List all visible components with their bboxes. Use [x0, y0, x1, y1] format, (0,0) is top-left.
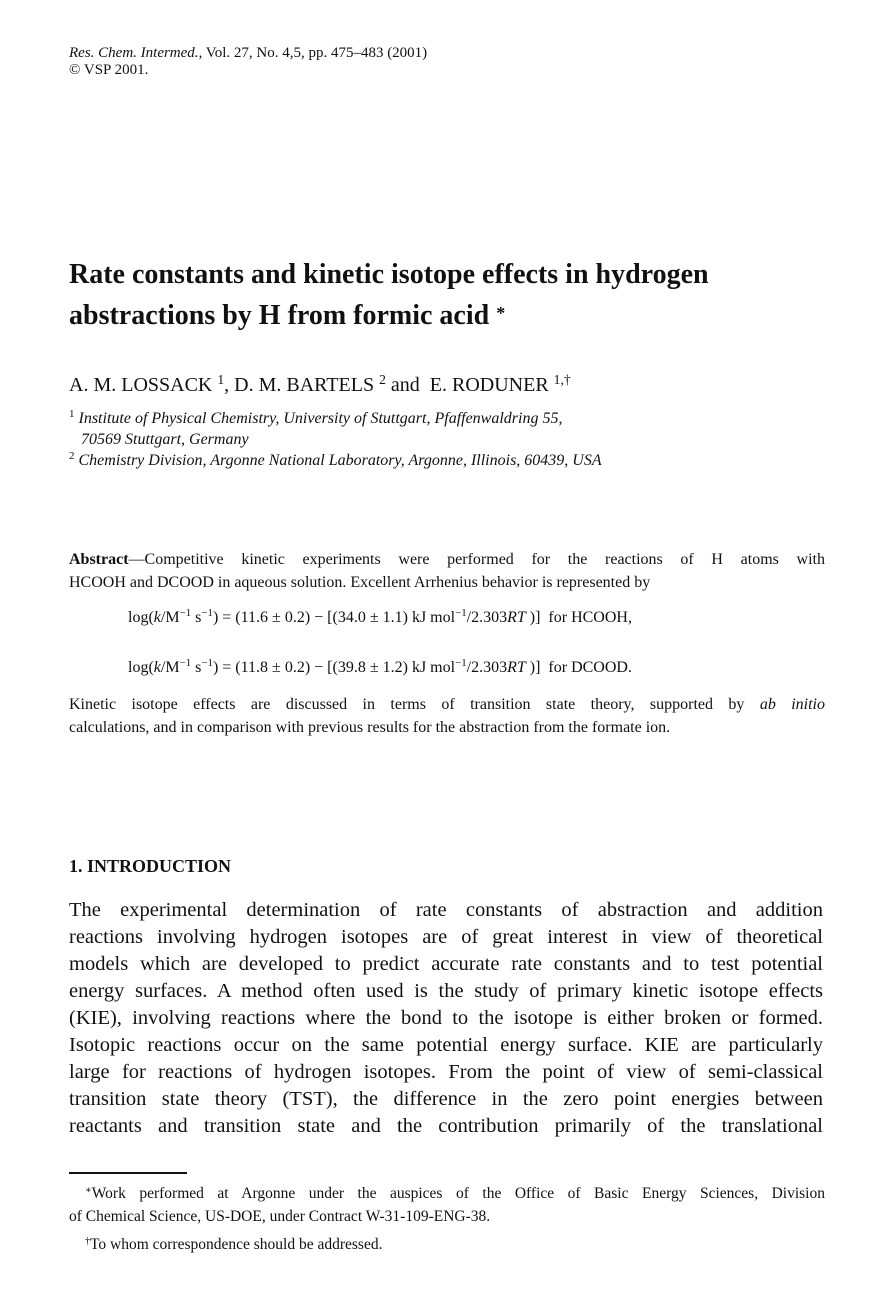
abstract-text: Kinetic isotope effects are discussed in terms of transition state theory, supported by — [69, 696, 760, 713]
eq-part: )] for HCOOH, — [525, 609, 632, 626]
abstract-line — [69, 694, 825, 716]
title-line-1: Rate constants and kinetic isotope effects in hydrogen — [69, 259, 709, 290]
body-text-line: reactions involving hydrogen isotopes are of great interest in view of theoretical — [69, 926, 823, 948]
body-text-line: models which are developed to predict accurate rate constants and to test potential — [69, 953, 823, 975]
eq-part: )] for DCOOD. — [525, 659, 632, 676]
author-list — [69, 373, 571, 397]
author-1: A. M. LOSSACK — [69, 374, 213, 396]
eq-part: /M — [160, 609, 180, 626]
eq-part: s — [191, 609, 202, 626]
footnote-2 — [85, 1234, 382, 1256]
abstract-line: calculations, and in comparison with previous results for the abstraction from the formate ion. — [69, 719, 671, 736]
eq-part: /2.303 — [466, 609, 508, 626]
footnote-divider — [69, 1172, 187, 1174]
eq-part: log( — [128, 609, 154, 626]
body-text-line: reactants and transition state and the contribution primarily of the translational — [69, 1115, 823, 1137]
title-line-2 — [69, 295, 829, 339]
author-separator: , — [224, 374, 235, 396]
body-text-line: transition state theory (TST), the difference in the zero point energies between — [69, 1088, 823, 1110]
arrhenius-equation-hcooh — [128, 607, 632, 629]
section-heading: 1. INTRODUCTION — [69, 856, 232, 876]
affiliation-1-continued: 70569 Stuttgart, Germany — [81, 431, 249, 448]
eq-variable-rt: RT — [507, 609, 526, 626]
copyright-notice: © VSP 2001. — [69, 62, 149, 78]
eq-variable-rt: RT — [507, 659, 526, 676]
footnote-1-continued: of Chemical Science, US-DOE, under Contract W-31-109-ENG-38. — [69, 1208, 491, 1225]
abstract-line: HCOOH and DCOOD in aqueous solution. Excellent Arrhenius behavior is represented by — [69, 574, 651, 591]
abstract-italic-term: ab initio — [759, 696, 825, 713]
author-3: E. RODUNER — [429, 374, 549, 396]
body-text-line: The experimental determination of rate constants of abstraction and addition — [69, 899, 823, 921]
abstract-label: Abstract — [69, 551, 129, 568]
author-1-affiliation-mark: 1 — [217, 371, 225, 387]
title-footnote-marker: * — [496, 303, 506, 323]
eq-part: s — [191, 659, 202, 676]
footnote-1-mark: ∗ — [85, 1184, 92, 1196]
journal-citation — [69, 45, 427, 62]
arrhenius-equation-dcood — [128, 657, 632, 679]
abstract-line — [69, 549, 825, 571]
affiliation-2-number: 2 — [69, 449, 75, 462]
author-2: D. M. BARTELS — [234, 374, 375, 396]
footnote-1 — [85, 1183, 825, 1205]
author-2-affiliation-mark: 2 — [379, 371, 386, 387]
eq-part: ) = (11.6 ± 0.2) − [(34.0 ± 1.1) kJ mol — [212, 609, 456, 626]
eq-exponent: −1 — [179, 657, 192, 670]
eq-exponent: −1 — [455, 657, 467, 670]
affiliation-2-text: Chemistry Division, Argonne National Laboratory, Argonne, Illinois, 60439, USA — [78, 452, 602, 469]
footnote-2-mark: † — [85, 1235, 90, 1247]
affiliation-1 — [69, 408, 562, 429]
footnote-2-text: To whom correspondence should be addressed. — [90, 1236, 383, 1253]
body-text-line: (KIE), involving reactions where the bond to the isotope is either broken or formed. — [69, 1007, 823, 1029]
eq-variable-k: k — [153, 609, 161, 626]
affiliation-2 — [69, 450, 602, 471]
paper-title — [69, 254, 829, 339]
title-line-2-text: abstractions by H from formic acid — [69, 300, 490, 331]
author-conjunction: and — [385, 374, 430, 396]
eq-part: log( — [128, 659, 154, 676]
footnote-1-text: Work performed at Argonne under the auspices of the Office of Basic Energy Sciences, Division — [91, 1185, 825, 1202]
eq-exponent: −1 — [455, 607, 467, 620]
body-text-line: large for reactions of hydrogen isotopes. From the point of view of semi-classical — [69, 1061, 823, 1083]
eq-part: ) = (11.8 ± 0.2) − [(39.8 ± 1.2) kJ mol — [212, 659, 456, 676]
eq-part: /M — [160, 659, 180, 676]
journal-volume-pages: , Vol. 27, No. 4,5, pp. 475–483 (2001) — [198, 45, 428, 61]
eq-variable-k: k — [153, 659, 161, 676]
eq-exponent: −1 — [201, 657, 213, 670]
body-text-line: Isotopic reactions occur on the same potential energy surface. KIE are particularly — [69, 1034, 823, 1056]
affiliation-1-text: Institute of Physical Chemistry, University of Stuttgart, Pfaffenwaldring 55, — [78, 410, 563, 427]
author-3-affiliation-mark: 1,† — [553, 371, 571, 387]
affiliation-1-number: 1 — [69, 407, 75, 420]
eq-part: /2.303 — [466, 659, 508, 676]
eq-exponent: −1 — [201, 607, 213, 620]
abstract-text: —Competitive kinetic experiments were performed for the reactions of H atoms with — [128, 551, 825, 568]
eq-exponent: −1 — [179, 607, 192, 620]
journal-name: Res. Chem. Intermed. — [69, 45, 199, 61]
body-text-line: energy surfaces. A method often used is the study of primary kinetic isotope effects — [69, 980, 823, 1002]
